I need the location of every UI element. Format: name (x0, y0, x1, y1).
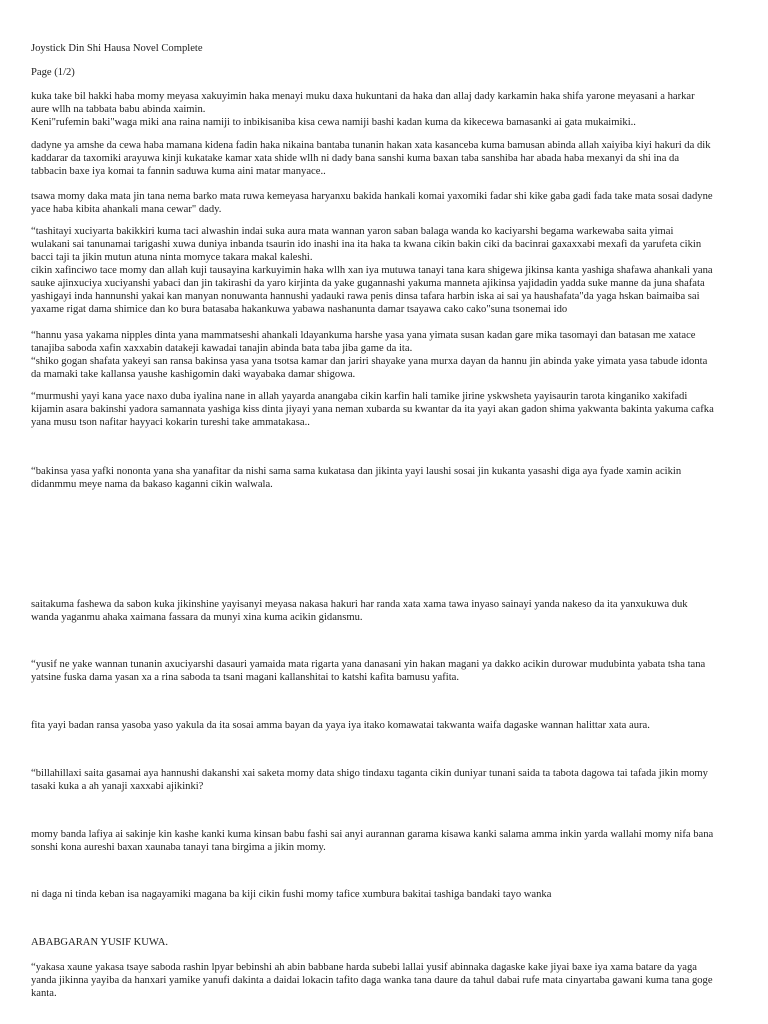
paragraph-6 (31, 390, 743, 429)
text-line: wanda yaganmu ahaka xaimana fassara da munyi xina kuma acikin gidansmu. (31, 612, 363, 623)
text-line: tanajiba saboda xafin xaxxabin datakeji kawadai tanajin abinda bata taba jiba game da ita. (31, 343, 413, 354)
text-line: kanta. (31, 988, 57, 999)
text-line: didanmmu meye nama da bakaso kaganni cikin walwala. (31, 479, 273, 490)
paragraph-13 (31, 888, 743, 901)
text-line: da mamaki take kallansa yaushe kashigomin daki wayabaka damar shigowa. (31, 369, 356, 380)
paragraph-3 (31, 190, 743, 216)
paragraph-11 (31, 767, 743, 793)
text-line: “bakinsa yasa yafki nononta yana sha yanafitar da nishi sama sama kukatasa dan jikinta yayi laushi sosai jin kukanta yasashi diga aya fyade xamin acikin (31, 466, 682, 477)
paragraph-9 (31, 658, 743, 684)
text-line: momy banda lafiya ai sakinje kin kashe kanki kuma kinsan babu fashi sai anyi aurannan garama kisawa kanki salama amma inkin yarda wallahi momy nifa bana (31, 829, 714, 840)
text-line: “murmushi yayi kana yace naxo duba iyalina nane in allah yayarda anangaba cikin karfin hali tamike jirine yskwsheta yayisaurin tarota kinganiko xakifadi (31, 391, 688, 402)
document-title: Joystick Din Shi Hausa Novel Complete (31, 43, 203, 54)
text-line: sonshi kona aureshi baxan xaunaba tanayi tana birgima a jikin momy. (31, 842, 326, 853)
text-line: yaxame rigat dama shimice dan ko bura batasaba hakankuwa yabawa nashanunta damar tsayawa cako cako"suna tsonemai ido (31, 304, 568, 315)
text-line: sauke ajinxuciya xuciyanshi yabaci dan jin takirashi da yaro kirjinta da yake gugannashi yakuma manneta ajikinsa yajidadin yadda suke manne da juna shafata (31, 278, 705, 289)
paragraph-7 (31, 465, 743, 491)
text-line: dadyne ya amshe da cewa haba mamana kidena fadin haka nikaina bantaba tunanin hakan xata kasanceba kuma bamusan abinda allah xaiyiba kiyi hakuri da dik (31, 140, 711, 151)
text-line: “billahillaxi saita gasamai aya hannushi dakanshi xai saketa momy data shigo tindaxu taganta cikin duniyar tunani saida ta tabota dagowa tai tafada jikin momy (31, 768, 708, 779)
text-line: “tashitayi xuciyarta bakikkiri kuma taci alwashin indai suka aura mata wannan yaron saban balaga wanda ko kaciyarshi begama warkewaba saita yimai (31, 226, 674, 237)
text-line: yatsine fuska dama yasan xa a rina saboda ta tsani magani kallanshitai to katshi kafita bamusu yafita. (31, 672, 460, 683)
section-heading (31, 936, 743, 949)
text-line: Keni"rufemin baki"waga miki ana raina namiji to inbikisaniba kisa cewa namiji bashi kadan kuma da kikecewa bamasanki ai gata mukaimiki.. (31, 117, 636, 128)
paragraph-14 (31, 961, 743, 1000)
text-line: fita yayi badan ransa yasoba yaso yakula da ita sosai amma bayan da yaya iya itako komawatai takwanta waifa dagaske wannan halittar xata aura. (31, 720, 650, 731)
text-line: wulakani sai tanunamai tarigashi xuwa duniya inbanda tsaurin ido inashi ina ita haka ta kwana cikin bakin ciki da bacinrai gaxaxxabi mexafi da yarufeta cikin (31, 239, 702, 250)
text-line: kuka take bil hakki haba momy meyasa xakuyimin haka menayi muku daxa hukuntani da haka dan allaj dady karkamin haka shifa yarone meyasani a harkar (31, 91, 695, 102)
paragraph-5 (31, 329, 743, 381)
text-line: “shiko gogan shafata yakeyi san ransa bakinsa yasa yana tsotsa kamar dan jariri shayake yana murxa dayan da hannu jin abinda yake yimata yasa tabude idonta (31, 356, 708, 367)
paragraph-4 (31, 225, 743, 316)
text-line: ni daga ni tinda keban isa nagayamiki magana ba kiji cikin fushi momy tafice xumbura bakitai tashiga bandaki tayo wanka (31, 889, 552, 900)
text-line: “yakasa xaune yakasa tsaye saboda rashin lpyar bebinshi ah abin babbane harda subebi lallai yusif abinnaka dagaske kake jiyai baxe iya xama batare da yaga (31, 962, 697, 973)
text-line: yashigayi inda hannunshi yakai kan manyan nonuwanta hannushi yadauki rawa penis dinsa tafara harbin iska ai sai ya haushafata"da yaga hskan baimaiba sai (31, 291, 700, 302)
text-line: tabbacin baxe iya komai ta fannin saduwa kuma aini matar manyace.. (31, 166, 326, 177)
text-line: tsawa momy daka mata jin tana nema barko mata ruwa kemeyasa haryanxu bakida hankali komai yaxomiki fadar shi kike gaba gadi fada take mata sosai dadyne (31, 191, 713, 202)
text-line: kijamin asara bakinshi yadora samannata yashiga kiss dinta jiyayi yana neman xubarda su kwantar da ita yayi akan gadon shima yakwanta bakinta yakuma cafka (31, 404, 714, 415)
text-line: “yusif ne yake wannan tunanin axuciyarshi dasauri yamaida mata rigarta yana danasani yin hakan magani ya dakko acikin durowar mudubinta yabata tsha tana (31, 659, 706, 670)
paragraph-1 (31, 90, 743, 129)
text-line: aure wllh na tabbata babu abinda xaimin. (31, 104, 206, 115)
text-line: ABABGARAN YUSIF KUWA. (31, 937, 169, 948)
text-line: saitakuma fashewa da sabon kuka jikinshine yayisanyi meyasa nakasa hakuri har randa xata xama tawa inyaso sainayi yanda nakeso da ita yanxukuwa duk (31, 599, 688, 610)
text-line: yanda jikinna yayiba da hanxari yamike yanufi dakinta a daidai lokacin tafito daga wanka tana daure da tahul dabai rufe mata cinyartaba gawani kuma tana goge (31, 975, 713, 986)
text-line: yana musu tson nafitar hayyaci kokarin tureshi take ammatakasa.. (31, 417, 310, 428)
text-line: tasaki kuka a ah yanaji xaxxabi ajikinki? (31, 781, 204, 792)
paragraph-12 (31, 828, 743, 854)
paragraph-8 (31, 598, 743, 624)
text-line: cikin xafinciwo tace momy dan allah kuji tausayina karkuyimin haka wllh xan iya mutuwa tanayi tana kara shigewa jikinsa kanta yashiga shafawa ahankali yana (31, 265, 713, 276)
text-line: bacci taji ta jikin mutun atuna ninta momyce takara makal kaleshi. (31, 252, 313, 263)
text-line: “hannu yasa yakama nipples dinta yana mammatseshi ahankali ldayankuma harshe yasa yana yimata susan kadan gare mika tasomayi dan batasan me xatace (31, 330, 696, 341)
paragraph-10 (31, 719, 743, 732)
page-indicator: Page (1/2) (31, 67, 75, 78)
text-line: kaddarar da taxomiki arayuwa kinji kukatake kamar xata shide wllh ni dady bana sanshi kuma baxan taba sanshiba har abada haba mexanyi da shi ina da (31, 153, 680, 164)
text-line: yace haba kibita ahankali mana cewar" dady. (31, 204, 222, 215)
paragraph-2 (31, 139, 743, 178)
